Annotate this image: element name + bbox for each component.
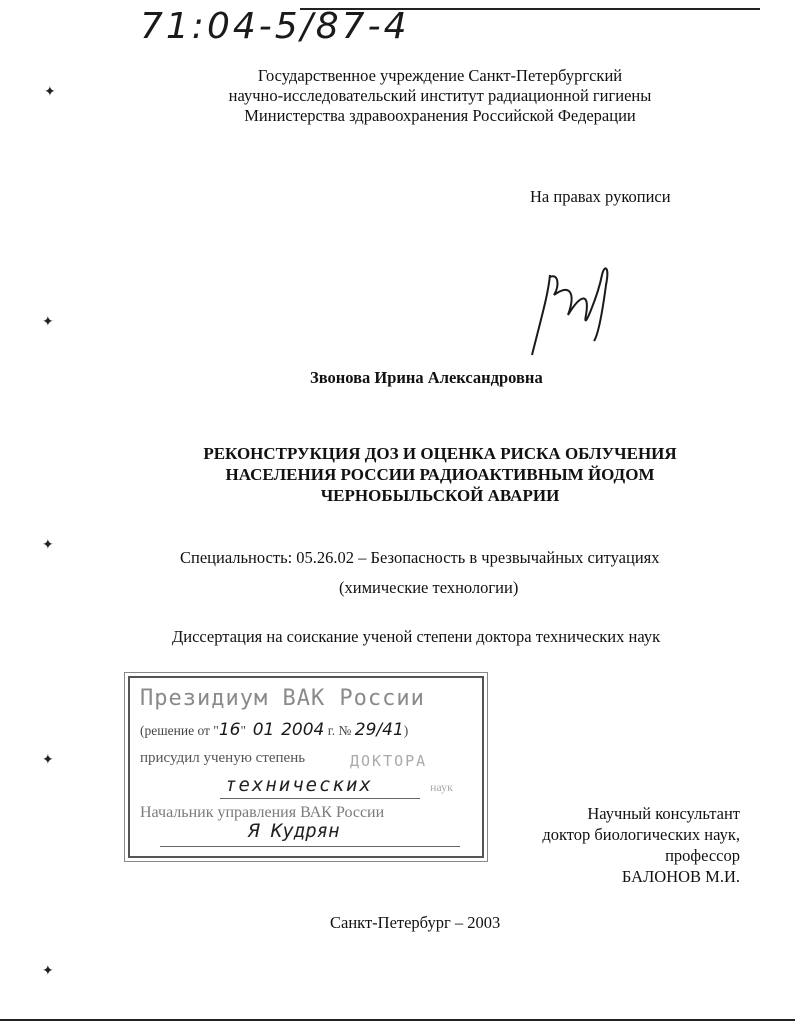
- title-line-3: ЧЕРНОБЫЛЬСКОЙ АВАРИИ: [320, 486, 560, 505]
- city-year: Санкт-Петербург – 2003: [330, 913, 501, 932]
- consultant-label: Научный консультант: [587, 804, 740, 823]
- author-name: Звонова Ирина Александровна: [310, 368, 543, 387]
- stamp-chief-label: Начальник управления ВАК России: [140, 804, 385, 821]
- stamp-degree-suffix: наук: [430, 780, 453, 794]
- stamp-chief-signature: Я Кудрян: [248, 820, 340, 842]
- binder-hole-icon: ✦: [42, 753, 54, 768]
- title-line-2: НАСЕЛЕНИЯ РОССИИ РАДИОАКТИВНЫМ ЙОДОМ: [225, 465, 655, 484]
- stamp-signature-line: [160, 846, 460, 847]
- dissertation-title: [150, 443, 730, 506]
- stamp-decision-month: 01: [252, 720, 275, 740]
- binder-hole-icon: ✦: [42, 315, 54, 330]
- specialty: Специальность: 05.26.02 – Безопасность в чрезвычайных ситуациях: [180, 548, 660, 567]
- institution-line-3: Министерства здравоохранения Российской Федерации: [244, 106, 636, 125]
- stamp-decision-prefix: (решение от ": [140, 723, 219, 738]
- title-line-1: РЕКОНСТРУКЦИЯ ДОЗ И ОЦЕНКА РИСКА ОБЛУЧЕНИЯ: [203, 444, 677, 463]
- stamp-decision-number: 29/41: [354, 720, 404, 740]
- specialty-note: (химические технологии): [339, 578, 519, 597]
- stamp-degree-faint: ДОКТОРА: [350, 752, 428, 770]
- institution-line-2: научно-исследовательский институт радиационной гигиены: [228, 86, 652, 105]
- dissertation-degree: Диссертация на соискание ученой степени доктора технических наук: [172, 627, 661, 646]
- consultant-name: БАЛОНОВ М.И.: [621, 867, 740, 886]
- vak-stamp: [128, 676, 484, 858]
- institution-line-1: Государственное учреждение Санкт-Петербургский: [257, 66, 623, 85]
- binder-hole-icon: ✦: [44, 85, 56, 100]
- stamp-title: Президиум ВАК России: [140, 686, 425, 711]
- stamp-decision-year: 2004: [281, 720, 325, 740]
- institution-block: [150, 66, 730, 126]
- stamp-degree-underline: [220, 798, 420, 799]
- stamp-decision-year-suffix: г. №: [327, 723, 352, 738]
- scan-bottom-line: [0, 1019, 795, 1021]
- binder-hole-icon: ✦: [42, 964, 54, 979]
- archive-number: 71:04-5/87-4: [140, 6, 410, 47]
- author-signature: [510, 255, 630, 365]
- stamp-decision-day: 16: [218, 720, 241, 740]
- stamp-award-label: присудил ученую степень: [140, 750, 306, 766]
- rights-note: На правах рукописи: [530, 187, 671, 206]
- consultant-degree: доктор биологических наук, профессор: [542, 825, 740, 865]
- stamp-degree-handwritten: технических: [225, 774, 373, 796]
- stamp-decision: (решение от "16" 01 2004 г. № 29/41): [140, 720, 409, 740]
- consultant-block: [480, 803, 740, 887]
- binder-hole-icon: ✦: [42, 538, 54, 553]
